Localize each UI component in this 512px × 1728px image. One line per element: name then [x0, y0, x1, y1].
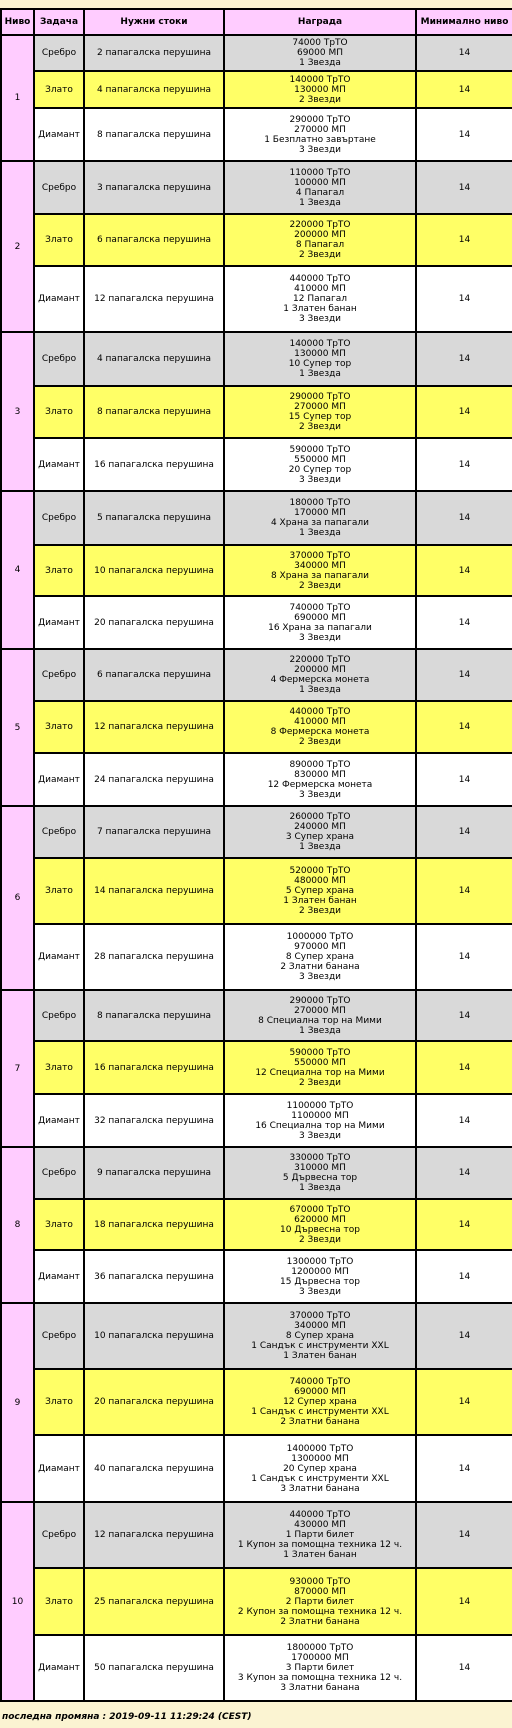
- min-level-cell: 14: [416, 1250, 512, 1303]
- min-level-cell: 14: [416, 1502, 512, 1568]
- reward-line: 2 Златни банана: [280, 1616, 360, 1627]
- reward-line: 12 Специална тор на Мими: [255, 1067, 385, 1078]
- reward-cell: [224, 1435, 416, 1502]
- reward-line: 3 Звезди: [298, 789, 342, 800]
- reward-line: 10 Супер тор: [288, 359, 352, 369]
- task-cell: Сребро: [34, 806, 84, 858]
- task-cell: Злато: [34, 1041, 84, 1094]
- level-cell: 8: [1, 1147, 34, 1303]
- reward-line: 290000 ТрТО: [289, 392, 351, 402]
- table-row: [1, 1635, 512, 1701]
- goods-cell: 50 папагалска перушина: [84, 1635, 224, 1701]
- task-cell: Диамант: [34, 1094, 84, 1147]
- table-row: [1, 596, 512, 649]
- reward-line: 3 Звезди: [298, 1286, 342, 1297]
- table-row: [1, 649, 512, 701]
- reward-line: 1000000 ТрТО: [286, 932, 354, 942]
- table-row: [1, 35, 512, 71]
- reward-line: 480000 МП: [294, 876, 346, 886]
- task-cell: Диамант: [34, 1635, 84, 1701]
- reward-line: 16 Храна за папагали: [268, 622, 372, 633]
- goods-cell: 14 папагалска перушина: [84, 858, 224, 924]
- reward-line: 3 Звезди: [298, 314, 342, 324]
- reward-line: 690000 МП: [294, 1387, 346, 1397]
- reward-line: 2 Златни банана: [280, 962, 360, 972]
- level-cell: 4: [1, 491, 34, 649]
- reward-line: 20 Супер храна: [283, 1463, 357, 1474]
- goods-cell: 32 папагалска перушина: [84, 1094, 224, 1147]
- reward-line: 110000 ТрТО: [289, 167, 351, 178]
- reward-line: 1 Звезда: [299, 369, 341, 379]
- reward-line: 12 Супер храна: [283, 1397, 357, 1407]
- task-cell: Сребро: [34, 990, 84, 1041]
- min-level-cell: 14: [416, 1568, 512, 1635]
- header-reward: Награда: [224, 9, 416, 35]
- reward-line: 69000 МП: [296, 48, 344, 58]
- reward-line: 1100000 МП: [291, 1110, 349, 1121]
- table-row: [1, 1147, 512, 1199]
- min-level-cell: 14: [416, 596, 512, 649]
- header-task: Задача: [34, 9, 84, 35]
- quest-rewards-table: [0, 8, 512, 1702]
- reward-line: 8 Фермерска монета: [270, 727, 370, 737]
- reward-line: 3 Златни банана: [280, 1483, 360, 1494]
- reward-line: 310000 МП: [294, 1163, 346, 1173]
- reward-line: 5 Супер храна: [285, 886, 355, 896]
- min-level-cell: 14: [416, 924, 512, 990]
- reward-cell: [224, 596, 416, 649]
- min-level-cell: 14: [416, 1635, 512, 1701]
- reward-line: 15 Супер тор: [288, 412, 352, 422]
- min-level-cell: 14: [416, 35, 512, 71]
- table-row: [1, 858, 512, 924]
- task-cell: Диамант: [34, 266, 84, 332]
- task-cell: Сребро: [34, 161, 84, 214]
- goods-cell: 40 папагалска перушина: [84, 1435, 224, 1502]
- goods-cell: 7 папагалска перушина: [84, 806, 224, 858]
- min-level-cell: 14: [416, 1094, 512, 1147]
- goods-cell: 12 папагалска перушина: [84, 701, 224, 753]
- reward-line: 1 Златен банан: [283, 1351, 357, 1361]
- reward-line: 970000 МП: [294, 942, 346, 952]
- reward-cell: [224, 332, 416, 386]
- reward-line: 330000 ТрТО: [289, 1153, 351, 1163]
- table-row: [1, 545, 512, 596]
- reward-line: 2 Звезди: [298, 1234, 342, 1245]
- table-row: [1, 161, 512, 214]
- level-cell: 6: [1, 806, 34, 990]
- reward-line: 100000 МП: [294, 177, 346, 188]
- table-header-row: [1, 9, 512, 35]
- min-level-cell: 14: [416, 438, 512, 491]
- reward-line: 200000 МП: [294, 665, 346, 675]
- goods-cell: 16 папагалска перушина: [84, 438, 224, 491]
- reward-cell: [224, 1303, 416, 1369]
- goods-cell: 24 папагалска перушина: [84, 753, 224, 806]
- reward-line: 8 Храна за папагали: [270, 570, 370, 581]
- table-row: [1, 386, 512, 438]
- reward-line: 5 Дървесна тор: [282, 1173, 358, 1183]
- reward-line: 620000 МП: [294, 1214, 346, 1225]
- min-level-cell: 14: [416, 806, 512, 858]
- reward-line: 130000 МП: [294, 84, 346, 95]
- reward-line: 10 Дървесна тор: [280, 1224, 360, 1235]
- reward-line: 1100000 ТрТО: [286, 1100, 354, 1111]
- reward-cell: [224, 753, 416, 806]
- reward-line: 670000 ТрТО: [289, 1204, 351, 1215]
- task-cell: Диамант: [34, 753, 84, 806]
- reward-line: 270000 МП: [294, 1005, 346, 1016]
- goods-cell: 8 папагалска перушина: [84, 990, 224, 1041]
- reward-line: 2 Златни банана: [280, 1417, 360, 1427]
- reward-line: 140000 ТрТО: [289, 74, 351, 85]
- reward-line: 4 Фермерска монета: [270, 675, 370, 685]
- level-cell: 7: [1, 990, 34, 1147]
- min-level-cell: 14: [416, 1147, 512, 1199]
- reward-cell: [224, 161, 416, 214]
- reward-cell: [224, 649, 416, 701]
- min-level-cell: 14: [416, 491, 512, 545]
- reward-line: 3 Звезди: [298, 1130, 342, 1141]
- reward-line: 1 Звезда: [299, 58, 341, 68]
- reward-line: 1 Звезда: [299, 685, 341, 695]
- reward-line: 2 Звезди: [298, 1077, 342, 1088]
- table-row: [1, 1041, 512, 1094]
- reward-line: 270000 МП: [294, 124, 346, 135]
- min-level-cell: 14: [416, 386, 512, 438]
- table-row: [1, 1094, 512, 1147]
- task-cell: Сребро: [34, 491, 84, 545]
- reward-line: 3 Звезди: [298, 972, 342, 982]
- level-cell: 9: [1, 1303, 34, 1502]
- reward-cell: [224, 266, 416, 332]
- goods-cell: 9 папагалска перушина: [84, 1147, 224, 1199]
- reward-line: 1 Звезда: [299, 1183, 341, 1193]
- reward-line: 590000 ТрТО: [289, 1047, 351, 1058]
- min-level-cell: 14: [416, 1199, 512, 1250]
- goods-cell: 28 папагалска перушина: [84, 924, 224, 990]
- reward-line: 1 Звезда: [299, 1025, 341, 1036]
- min-level-cell: 14: [416, 753, 512, 806]
- goods-cell: 4 папагалска перушина: [84, 71, 224, 108]
- goods-cell: 8 папагалска перушина: [84, 386, 224, 438]
- reward-line: 340000 МП: [294, 560, 346, 571]
- goods-cell: 25 папагалска перушина: [84, 1568, 224, 1635]
- reward-line: 170000 МП: [294, 508, 346, 518]
- table-row: [1, 990, 512, 1041]
- reward-line: 2 Звезди: [298, 250, 342, 260]
- reward-line: 1 Сандък с инструменти XXL: [251, 1473, 389, 1484]
- reward-line: 16 Специална тор на Мими: [255, 1120, 385, 1131]
- reward-cell: [224, 1094, 416, 1147]
- goods-cell: 20 папагалска перушина: [84, 1369, 224, 1435]
- reward-line: 12 Папагал: [293, 294, 347, 304]
- goods-cell: 6 папагалска перушина: [84, 649, 224, 701]
- reward-cell: [224, 701, 416, 753]
- table-row: [1, 806, 512, 858]
- reward-cell: [224, 1199, 416, 1250]
- goods-cell: 6 папагалска перушина: [84, 214, 224, 266]
- min-level-cell: 14: [416, 1435, 512, 1502]
- reward-line: 260000 ТрТО: [289, 812, 351, 822]
- reward-line: 8 Специална тор на Мими: [258, 1015, 382, 1026]
- reward-line: 340000 МП: [294, 1321, 346, 1331]
- reward-line: 2 Купон за помощна техника 12 ч.: [237, 1606, 403, 1617]
- reward-cell: [224, 71, 416, 108]
- reward-line: 1 Звезда: [299, 842, 341, 852]
- reward-line: 410000 МП: [294, 717, 346, 727]
- reward-line: 930000 ТрТО: [289, 1576, 351, 1587]
- reward-cell: [224, 1369, 416, 1435]
- goods-cell: 36 папагалска перушина: [84, 1250, 224, 1303]
- reward-line: 430000 МП: [294, 1520, 346, 1530]
- goods-cell: 18 папагалска перушина: [84, 1199, 224, 1250]
- goods-cell: 5 папагалска перушина: [84, 491, 224, 545]
- task-cell: Злато: [34, 545, 84, 596]
- reward-line: 1 Парти билет: [285, 1530, 355, 1540]
- min-level-cell: 14: [416, 161, 512, 214]
- reward-line: 440000 ТрТО: [289, 1510, 351, 1520]
- reward-line: 1400000 ТрТО: [286, 1443, 354, 1454]
- reward-line: 8 Супер храна: [285, 1331, 355, 1341]
- task-cell: Злато: [34, 214, 84, 266]
- table-row: [1, 71, 512, 108]
- goods-cell: 4 папагалска перушина: [84, 332, 224, 386]
- task-cell: Диамант: [34, 108, 84, 161]
- reward-line: 220000 ТрТО: [289, 220, 351, 230]
- reward-cell: [224, 386, 416, 438]
- reward-line: 220000 ТрТО: [289, 655, 351, 665]
- reward-line: 1 Златен банан: [283, 896, 357, 906]
- reward-line: 74000 ТрТО: [292, 38, 348, 48]
- reward-line: 740000 ТрТО: [289, 1377, 351, 1387]
- min-level-cell: 14: [416, 1369, 512, 1435]
- table-body: [1, 35, 512, 1701]
- task-cell: Злато: [34, 386, 84, 438]
- reward-line: 3 Звезди: [298, 474, 342, 485]
- reward-cell: [224, 1568, 416, 1635]
- reward-line: 140000 ТрТО: [289, 339, 351, 349]
- min-level-cell: 14: [416, 649, 512, 701]
- reward-line: 2 Звезди: [298, 94, 342, 105]
- reward-line: 240000 МП: [294, 822, 346, 832]
- table-row: [1, 491, 512, 545]
- reward-line: 3 Купон за помощна техника 12 ч.: [237, 1673, 403, 1683]
- reward-cell: [224, 1502, 416, 1568]
- task-cell: Злато: [34, 701, 84, 753]
- reward-cell: [224, 806, 416, 858]
- reward-cell: [224, 990, 416, 1041]
- reward-cell: [224, 1250, 416, 1303]
- reward-line: 2 Звезди: [298, 906, 342, 916]
- min-level-cell: 14: [416, 71, 512, 108]
- reward-line: 440000 ТрТО: [289, 274, 351, 284]
- reward-line: 1700000 МП: [291, 1653, 349, 1663]
- reward-line: 8 Папагал: [295, 240, 345, 250]
- reward-line: 3 Супер храна: [285, 832, 355, 842]
- level-cell: 2: [1, 161, 34, 332]
- goods-cell: 8 папагалска перушина: [84, 108, 224, 161]
- task-cell: Диамант: [34, 596, 84, 649]
- reward-line: 2 Звезди: [298, 580, 342, 591]
- table-row: [1, 1502, 512, 1568]
- table-row: [1, 753, 512, 806]
- reward-line: 520000 ТрТО: [289, 866, 351, 876]
- table-row: [1, 1250, 512, 1303]
- task-cell: Сребро: [34, 332, 84, 386]
- reward-line: 4 Храна за папагали: [270, 518, 370, 528]
- reward-line: 1 Купон за помощна техника 12 ч.: [237, 1540, 403, 1550]
- reward-line: 4 Папагал: [295, 187, 345, 198]
- goods-cell: 16 папагалска перушина: [84, 1041, 224, 1094]
- reward-line: 12 Фермерска монета: [267, 779, 373, 790]
- min-level-cell: 14: [416, 214, 512, 266]
- task-cell: Сребро: [34, 1303, 84, 1369]
- reward-line: 20 Супер тор: [288, 464, 352, 475]
- task-cell: Диамант: [34, 1250, 84, 1303]
- task-cell: Диамант: [34, 1435, 84, 1502]
- table-row: [1, 266, 512, 332]
- reward-line: 1 Звезда: [299, 528, 341, 538]
- level-cell: 5: [1, 649, 34, 806]
- table-row: [1, 108, 512, 161]
- task-cell: Сребро: [34, 1147, 84, 1199]
- goods-cell: 12 папагалска перушина: [84, 266, 224, 332]
- task-cell: Сребро: [34, 1502, 84, 1568]
- goods-cell: 3 папагалска перушина: [84, 161, 224, 214]
- reward-line: 290000 ТрТО: [289, 114, 351, 125]
- min-level-cell: 14: [416, 1303, 512, 1369]
- task-cell: Злато: [34, 1568, 84, 1635]
- table-row: [1, 438, 512, 491]
- min-level-cell: 14: [416, 545, 512, 596]
- min-level-cell: 14: [416, 858, 512, 924]
- reward-line: 2 Парти билет: [285, 1596, 355, 1607]
- reward-line: 1 Безплатно завъртане: [264, 134, 376, 145]
- table-row: [1, 1303, 512, 1369]
- reward-line: 830000 МП: [294, 769, 346, 780]
- reward-line: 3 Звезди: [298, 632, 342, 643]
- reward-line: 690000 МП: [294, 612, 346, 623]
- reward-cell: [224, 438, 416, 491]
- header-min-level: Минимално ниво: [416, 9, 512, 35]
- goods-cell: 10 папагалска перушина: [84, 1303, 224, 1369]
- task-cell: Злато: [34, 1369, 84, 1435]
- reward-line: 3 Звезди: [298, 144, 342, 155]
- reward-line: 440000 ТрТО: [289, 707, 351, 717]
- reward-line: 3 Парти билет: [285, 1663, 355, 1673]
- reward-line: 1800000 ТрТО: [286, 1643, 354, 1653]
- goods-cell: 2 папагалска перушина: [84, 35, 224, 71]
- table-row: [1, 214, 512, 266]
- reward-line: 270000 МП: [294, 402, 346, 412]
- reward-line: 1 Сандък с инструменти XXL: [251, 1407, 389, 1417]
- reward-cell: [224, 214, 416, 266]
- level-cell: 1: [1, 35, 34, 161]
- reward-line: 550000 МП: [294, 1057, 346, 1068]
- reward-cell: [224, 108, 416, 161]
- reward-line: 180000 ТрТО: [289, 498, 351, 508]
- reward-line: 3 Златни банана: [280, 1683, 360, 1693]
- task-cell: Злато: [34, 858, 84, 924]
- table-row: [1, 701, 512, 753]
- last-modified-footer: последна промяна : 2019-09-11 11:29:24 (CEST): [2, 1712, 252, 1722]
- reward-cell: [224, 1147, 416, 1199]
- task-cell: Диамант: [34, 438, 84, 491]
- header-goods: Нужни стоки: [84, 9, 224, 35]
- reward-line: 130000 МП: [294, 349, 346, 359]
- goods-cell: 10 папагалска перушина: [84, 545, 224, 596]
- header-level: Ниво: [1, 9, 34, 35]
- task-cell: Сребро: [34, 35, 84, 71]
- min-level-cell: 14: [416, 332, 512, 386]
- reward-line: 1300000 ТрТО: [286, 1256, 354, 1267]
- table-row: [1, 924, 512, 990]
- task-cell: Злато: [34, 1199, 84, 1250]
- reward-line: 1 Златен банан: [283, 1550, 357, 1560]
- reward-line: 15 Дървесна тор: [280, 1276, 360, 1287]
- table-row: [1, 332, 512, 386]
- reward-line: 590000 ТрТО: [289, 444, 351, 455]
- min-level-cell: 14: [416, 990, 512, 1041]
- task-cell: Сребро: [34, 649, 84, 701]
- reward-line: 2 Звезди: [298, 737, 342, 747]
- reward-line: 740000 ТрТО: [289, 602, 351, 613]
- reward-line: 200000 МП: [294, 230, 346, 240]
- table-row: [1, 1199, 512, 1250]
- reward-line: 370000 ТрТО: [289, 550, 351, 561]
- goods-cell: 20 папагалска перушина: [84, 596, 224, 649]
- reward-line: 410000 МП: [294, 284, 346, 294]
- task-cell: Злато: [34, 71, 84, 108]
- reward-line: 1 Златен банан: [283, 304, 357, 314]
- reward-cell: [224, 924, 416, 990]
- reward-line: 550000 МП: [294, 454, 346, 465]
- reward-cell: [224, 491, 416, 545]
- reward-cell: [224, 545, 416, 596]
- table-row: [1, 1435, 512, 1502]
- min-level-cell: 14: [416, 266, 512, 332]
- level-cell: 10: [1, 1502, 34, 1701]
- reward-cell: [224, 858, 416, 924]
- reward-line: 890000 ТрТО: [289, 759, 351, 770]
- table-row: [1, 1369, 512, 1435]
- reward-line: 870000 МП: [294, 1586, 346, 1597]
- min-level-cell: 14: [416, 701, 512, 753]
- reward-line: 1 Звезда: [299, 197, 341, 208]
- reward-line: 370000 ТрТО: [289, 1311, 351, 1321]
- table-row: [1, 1568, 512, 1635]
- reward-line: 8 Супер храна: [285, 952, 355, 962]
- min-level-cell: 14: [416, 108, 512, 161]
- reward-line: 2 Звезди: [298, 422, 342, 432]
- reward-cell: [224, 1635, 416, 1701]
- reward-line: 1200000 МП: [291, 1266, 349, 1277]
- level-cell: 3: [1, 332, 34, 491]
- reward-line: 1300000 МП: [291, 1453, 349, 1464]
- reward-cell: [224, 1041, 416, 1094]
- reward-line: 290000 ТрТО: [289, 995, 351, 1006]
- reward-line: 1 Сандък с инструменти XXL: [251, 1341, 389, 1351]
- goods-cell: 12 папагалска перушина: [84, 1502, 224, 1568]
- min-level-cell: 14: [416, 1041, 512, 1094]
- task-cell: Диамант: [34, 924, 84, 990]
- reward-cell: [224, 35, 416, 71]
